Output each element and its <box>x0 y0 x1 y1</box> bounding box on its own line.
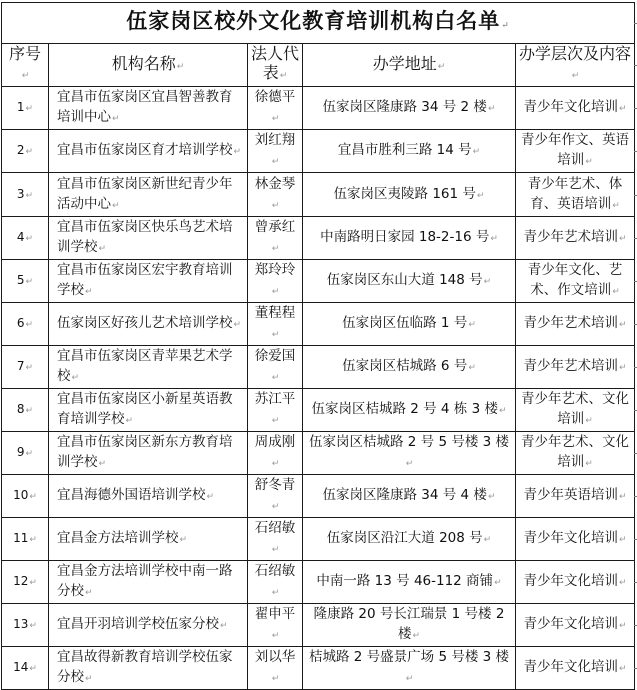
cell-org-name[interactable]: 宜昌金方法培训学校↵ <box>49 518 248 561</box>
cell-legal-rep[interactable]: 徐爱国↵ <box>248 346 303 389</box>
paragraph-mark-icon: ↵ <box>271 631 280 641</box>
paragraph-mark-icon: ↵ <box>618 320 627 330</box>
cell-scope[interactable]: 青少年英语培训↵ <box>516 475 635 518</box>
cell-scope[interactable]: 青少年艺术培训↵ <box>516 346 635 389</box>
paragraph-mark-icon: ↵ <box>21 71 30 81</box>
header-name[interactable]: 机构名称↵ <box>49 44 248 87</box>
cell-address[interactable]: 宜昌市胜利三路 14 号↵ <box>303 130 516 173</box>
cell-legal-rep[interactable]: 舒冬青↵ <box>248 475 303 518</box>
title-row <box>2 3 635 44</box>
cell-address[interactable]: 伍家岗区沿江大道 208 号↵ <box>303 518 516 561</box>
paragraph-mark-icon: ↵ <box>618 621 627 631</box>
paragraph-mark-icon: ↵ <box>612 200 620 211</box>
table-row <box>2 561 635 604</box>
paragraph-mark-icon: ↵ <box>618 492 627 502</box>
cell-legal-rep[interactable]: 石绍敏↵ <box>248 518 303 561</box>
paragraph-mark-icon: ↵ <box>25 147 34 157</box>
cell-address[interactable]: 隆康路 20 号长江瑞景 1 号楼 2 楼↵ <box>303 604 516 647</box>
table-row <box>2 87 635 130</box>
table-row <box>2 604 635 647</box>
cell-scope[interactable]: 青少年艺术培训↵ <box>516 303 635 346</box>
cell-legal-rep[interactable]: 曾承红↵ <box>248 217 303 260</box>
header-scope[interactable]: 办学层次及内容↵ <box>516 44 635 87</box>
cell-address[interactable]: 伍家岗区桔城路 2 号 4 栋 3 楼↵ <box>303 389 516 432</box>
cell-org-name[interactable]: 宜昌故得新教育培训学校伍家分校↵ <box>49 647 248 690</box>
cell-no[interactable]: 9↵ <box>2 432 49 475</box>
paragraph-mark-icon: ↵ <box>271 200 280 211</box>
cell-no[interactable]: 4↵ <box>2 217 49 260</box>
cell-org-name[interactable]: 宜昌市伍家岗区宜昌智善教育培训中心↵ <box>49 87 248 130</box>
paragraph-mark-icon: ↵ <box>125 416 134 426</box>
cell-address[interactable]: 伍家岗区隆康路 34 号 4 楼↵ <box>303 475 516 518</box>
paragraph-mark-icon: ↵ <box>618 104 627 114</box>
cell-address[interactable]: 中南一路 13 号 46-112 商铺↵ <box>303 561 516 604</box>
cell-no[interactable]: 1↵ <box>2 87 49 130</box>
paragraph-mark-icon: ↵ <box>498 406 507 416</box>
paragraph-mark-icon: ↵ <box>85 287 93 297</box>
cell-org-name[interactable]: 宜昌市伍家岗区新世纪青少年活动中心↵ <box>49 173 248 217</box>
cell-scope[interactable]: 青少年文化培训↵ <box>516 647 635 690</box>
paragraph-mark-icon: ↵ <box>487 492 496 502</box>
paragraph-mark-icon: ↵ <box>85 674 93 684</box>
cell-org-name[interactable]: 宜昌市伍家岗区新东方教育培训学校↵ <box>49 432 248 475</box>
paragraph-mark-icon: ↵ <box>405 459 414 469</box>
paragraph-mark-icon: ↵ <box>25 234 34 244</box>
cell-address[interactable]: 中南路明日家园 18-2-16 号↵ <box>303 217 516 260</box>
paragraph-mark-icon: ↵ <box>279 71 288 81</box>
paragraph-mark-icon: ↵ <box>112 200 120 211</box>
header-row <box>2 44 635 87</box>
whitelist-table <box>1 2 635 690</box>
cell-org-name[interactable]: 宜昌海德外国语培训学校↵ <box>49 475 248 518</box>
paragraph-mark-icon: ↵ <box>29 492 37 502</box>
paragraph-mark-icon: ↵ <box>612 287 620 297</box>
table-row <box>2 518 635 561</box>
paragraph-mark-icon: ↵ <box>483 535 492 545</box>
paragraph-mark-icon: ↵ <box>585 416 593 426</box>
cell-legal-rep[interactable]: 徐德平↵ <box>248 87 303 130</box>
paragraph-mark-icon: ↵ <box>490 234 498 244</box>
paragraph-mark-icon: ↵ <box>29 664 37 674</box>
cell-scope[interactable]: 青少年文化培训↵ <box>516 604 635 647</box>
table-row <box>2 303 635 346</box>
cell-scope[interactable]: 青少年艺术、体育、英语培训↵ <box>516 173 635 217</box>
cell-scope[interactable]: 青少年文化培训↵ <box>516 518 635 561</box>
paragraph-mark-icon: ↵ <box>271 502 280 512</box>
cell-scope[interactable]: 青少年艺术、文化培训↵ <box>516 389 635 432</box>
cell-legal-rep[interactable]: 郑玲玲↵ <box>248 260 303 303</box>
cell-legal-rep[interactable]: 周成刚↵ <box>248 432 303 475</box>
cell-scope[interactable]: 青少年文化培训↵ <box>516 561 635 604</box>
paragraph-mark-icon: ↵ <box>25 277 34 287</box>
cell-org-name[interactable]: 宜昌市伍家岗区快乐鸟艺术培训学校↵ <box>49 217 248 260</box>
paragraph-mark-icon: ↵ <box>233 147 242 157</box>
cell-legal-rep[interactable]: 林金琴↵ <box>248 173 303 217</box>
table-row <box>2 475 635 518</box>
table-row <box>2 130 635 173</box>
paragraph-mark-icon: ↵ <box>501 20 510 31</box>
paragraph-mark-icon: ↵ <box>271 114 280 124</box>
paragraph-mark-icon: ↵ <box>468 363 476 373</box>
paragraph-mark-icon: ↵ <box>271 674 280 684</box>
paragraph-mark-icon: ↵ <box>618 363 627 373</box>
paragraph-mark-icon: ↵ <box>472 147 481 157</box>
cell-scope[interactable]: 青少年艺术、文化培训↵ <box>516 432 635 475</box>
paragraph-mark-icon: ↵ <box>25 190 34 201</box>
cell-address[interactable]: 伍家岗区夷陵路 161 号↵ <box>303 173 516 217</box>
paragraph-mark-icon: ↵ <box>29 535 37 545</box>
document-title[interactable]: 伍家岗区校外文化教育培训机构白名单↵ <box>2 3 635 44</box>
paragraph-mark-icon: ↵ <box>220 621 228 631</box>
table-row <box>2 346 635 389</box>
paragraph-mark-icon: ↵ <box>98 244 107 254</box>
cell-org-name[interactable]: 宜昌市伍家岗区青苹果艺术学校↵ <box>49 346 248 389</box>
paragraph-mark-icon: ↵ <box>494 578 502 588</box>
cell-no[interactable]: 8↵ <box>2 389 49 432</box>
paragraph-mark-icon: ↵ <box>585 157 593 167</box>
cell-legal-rep[interactable]: 董程程↵ <box>248 303 303 346</box>
cell-scope[interactable]: 青少年文化、艺术、作文培训↵ <box>516 260 635 303</box>
cell-address[interactable]: 桔城路 2 号盛景广场 5 号楼 3 楼↵ <box>303 647 516 690</box>
paragraph-mark-icon: ↵ <box>271 545 280 555</box>
paragraph-mark-icon: ↵ <box>206 492 215 502</box>
cell-org-name[interactable]: 宜昌市伍家岗区小新星英语教育培训学校↵ <box>49 389 248 432</box>
paragraph-mark-icon: ↵ <box>25 104 34 114</box>
cell-no[interactable]: 11↵ <box>2 518 49 561</box>
paragraph-mark-icon: ↵ <box>176 61 185 72</box>
table-row <box>2 647 635 690</box>
cell-no[interactable]: 12↵ <box>2 561 49 604</box>
paragraph-mark-icon: ↵ <box>271 373 280 383</box>
paragraph-mark-icon: ↵ <box>25 363 34 373</box>
paragraph-mark-icon: ↵ <box>585 459 593 469</box>
cell-scope[interactable]: 青少年文化培训↵ <box>516 87 635 130</box>
paragraph-mark-icon: ↵ <box>618 535 627 545</box>
paragraph-mark-icon: ↵ <box>483 277 492 287</box>
paragraph-mark-icon: ↵ <box>271 244 280 254</box>
paragraph-mark-icon: ↵ <box>98 459 107 469</box>
paragraph-mark-icon: ↵ <box>618 578 627 588</box>
cell-no[interactable]: 10↵ <box>2 475 49 518</box>
cell-legal-rep[interactable]: 翟申平↵ <box>248 604 303 647</box>
cell-no[interactable]: 6↵ <box>2 303 49 346</box>
paragraph-mark-icon: ↵ <box>112 114 120 124</box>
cell-no[interactable]: 5↵ <box>2 260 49 303</box>
paragraph-mark-icon: ↵ <box>412 631 421 641</box>
paragraph-mark-icon: ↵ <box>29 578 37 588</box>
cell-org-name[interactable]: 宜昌市伍家岗区宏宇教育培训学校↵ <box>49 260 248 303</box>
cell-legal-rep[interactable]: 石绍敏↵ <box>248 561 303 604</box>
header-address[interactable]: 办学地址↵ <box>303 44 516 87</box>
paragraph-mark-icon: ↵ <box>487 104 496 114</box>
cell-legal-rep[interactable]: 刘以华↵ <box>248 647 303 690</box>
paragraph-mark-icon: ↵ <box>271 588 280 598</box>
cell-address[interactable]: 伍家岗区桔城路 6 号↵ <box>303 346 516 389</box>
paragraph-mark-icon: ↵ <box>271 157 280 167</box>
cell-address[interactable]: 伍家岗区东山大道 148 号↵ <box>303 260 516 303</box>
cell-org-name[interactable]: 宜昌开羽培训学校伍家分校↵ <box>49 604 248 647</box>
paragraph-mark-icon: ↵ <box>271 459 280 469</box>
paragraph-mark-icon: ↵ <box>233 320 242 330</box>
cell-scope[interactable]: 青少年艺术培训↵ <box>516 217 635 260</box>
paragraph-mark-icon: ↵ <box>271 330 280 340</box>
document-page <box>1 2 634 690</box>
paragraph-mark-icon: ↵ <box>85 588 93 598</box>
cell-scope[interactable]: 青少年作文、英语培训↵ <box>516 130 635 173</box>
paragraph-mark-icon: ↵ <box>618 234 627 244</box>
cell-org-name[interactable]: 宜昌市伍家岗区育才培训学校↵ <box>49 130 248 173</box>
header-rep[interactable]: 法人代表↵ <box>248 44 303 87</box>
table-row <box>2 217 635 260</box>
paragraph-mark-icon: ↵ <box>179 535 188 545</box>
paragraph-mark-icon: ↵ <box>271 416 280 426</box>
paragraph-mark-icon: ↵ <box>437 61 446 72</box>
cell-address[interactable]: 伍家岗区桔城路 2 号 5 号楼 3 楼↵ <box>303 432 516 475</box>
table-row <box>2 260 635 303</box>
cell-no[interactable]: 2↵ <box>2 130 49 173</box>
cell-org-name[interactable]: 宜昌金方法培训学校中南一路分校↵ <box>49 561 248 604</box>
paragraph-mark-icon: ↵ <box>571 71 580 81</box>
paragraph-mark-icon: ↵ <box>29 621 37 631</box>
paragraph-mark-icon: ↵ <box>618 664 627 674</box>
paragraph-mark-icon: ↵ <box>25 320 34 330</box>
paragraph-mark-icon: ↵ <box>468 320 476 330</box>
cell-address[interactable]: 伍家岗区隆康路 34 号 2 楼↵ <box>303 87 516 130</box>
paragraph-mark-icon: ↵ <box>71 373 80 383</box>
cell-org-name[interactable]: 伍家岗区好孩儿艺术培训学校↵ <box>49 303 248 346</box>
cell-legal-rep[interactable]: 刘红翔↵ <box>248 130 303 173</box>
cell-no[interactable]: 14↵ <box>2 647 49 690</box>
cell-no[interactable]: 13↵ <box>2 604 49 647</box>
paragraph-mark-icon: ↵ <box>25 449 34 459</box>
header-no[interactable]: 序号↵ <box>2 44 49 87</box>
cell-address[interactable]: 伍家岗区伍临路 1 号↵ <box>303 303 516 346</box>
table-row <box>2 432 635 475</box>
paragraph-mark-icon: ↵ <box>25 406 34 416</box>
cell-no[interactable]: 7↵ <box>2 346 49 389</box>
table-row <box>2 389 635 432</box>
table-row <box>2 173 635 217</box>
paragraph-mark-icon: ↵ <box>476 190 485 201</box>
paragraph-mark-icon: ↵ <box>405 674 414 684</box>
cell-legal-rep[interactable]: 苏江平↵ <box>248 389 303 432</box>
cell-no[interactable]: 3↵ <box>2 173 49 217</box>
paragraph-mark-icon: ↵ <box>271 287 280 297</box>
